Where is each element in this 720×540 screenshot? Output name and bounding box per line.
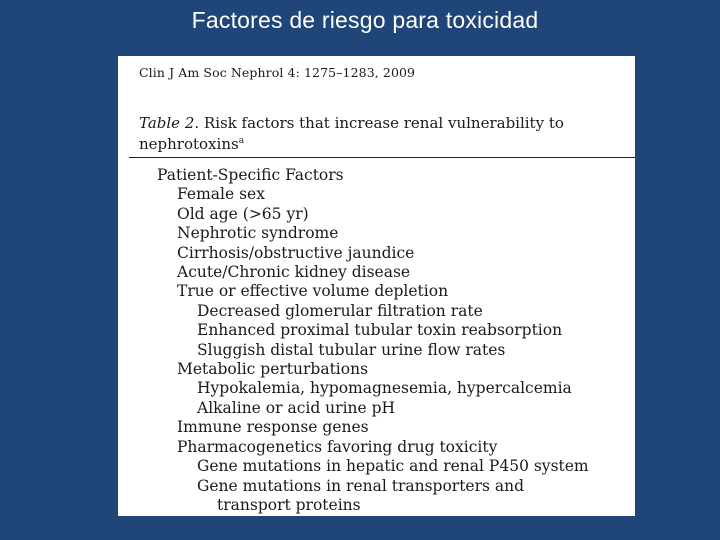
risk-factor-row: Female sex xyxy=(177,185,265,204)
table-header-rule xyxy=(129,157,635,158)
risk-factor-list xyxy=(118,166,635,515)
risk-factor-row: Gene mutations in renal transporters and xyxy=(197,476,525,495)
risk-factor-row: Cirrhosis/obstructive jaundice xyxy=(177,243,415,262)
risk-factor-row: Nephrotic syndrome xyxy=(177,224,339,243)
risk-factor-row: Metabolic perturbations xyxy=(177,360,369,379)
risk-factor-row: Hypokalemia, hypomagnesemia, hypercalcemia xyxy=(197,379,572,398)
risk-factor-row: True or effective volume depletion xyxy=(177,282,449,301)
document-excerpt xyxy=(118,56,635,516)
table-label: Table 2. xyxy=(139,114,200,132)
risk-factor-row: Alkaline or acid urine pH xyxy=(197,398,396,417)
risk-factor-row: Old age (>65 yr) xyxy=(177,204,309,223)
table-title-line2: nephrotoxins xyxy=(139,135,239,153)
risk-factor-row: Decreased glomerular filtration rate xyxy=(197,301,483,320)
risk-factor-row: Enhanced proximal tubular toxin reabsorption xyxy=(197,321,563,340)
slide-title: Factores de riesgo para toxicidad xyxy=(191,7,539,33)
journal-citation: Clin J Am Soc Nephrol 4: 1275–1283, 2009 xyxy=(139,65,416,80)
risk-factor-row: Gene mutations in hepatic and renal P450 system xyxy=(197,457,589,476)
table-caption xyxy=(139,113,635,155)
risk-factor-row: Sluggish distal tubular urine flow rates xyxy=(197,340,506,359)
risk-factor-row: Immune response genes xyxy=(177,418,369,437)
table-title-footnote: a xyxy=(238,136,245,146)
risk-factor-row: Pharmacogenetics favoring drug toxicity xyxy=(177,437,498,456)
risk-factor-row: Patient-Specific Factors xyxy=(157,166,344,184)
table-title-line1: Risk factors that increase renal vulnerability to xyxy=(199,114,564,132)
risk-factor-row: Acute/Chronic kidney disease xyxy=(177,263,411,282)
risk-factor-row: transport proteins xyxy=(217,495,361,514)
